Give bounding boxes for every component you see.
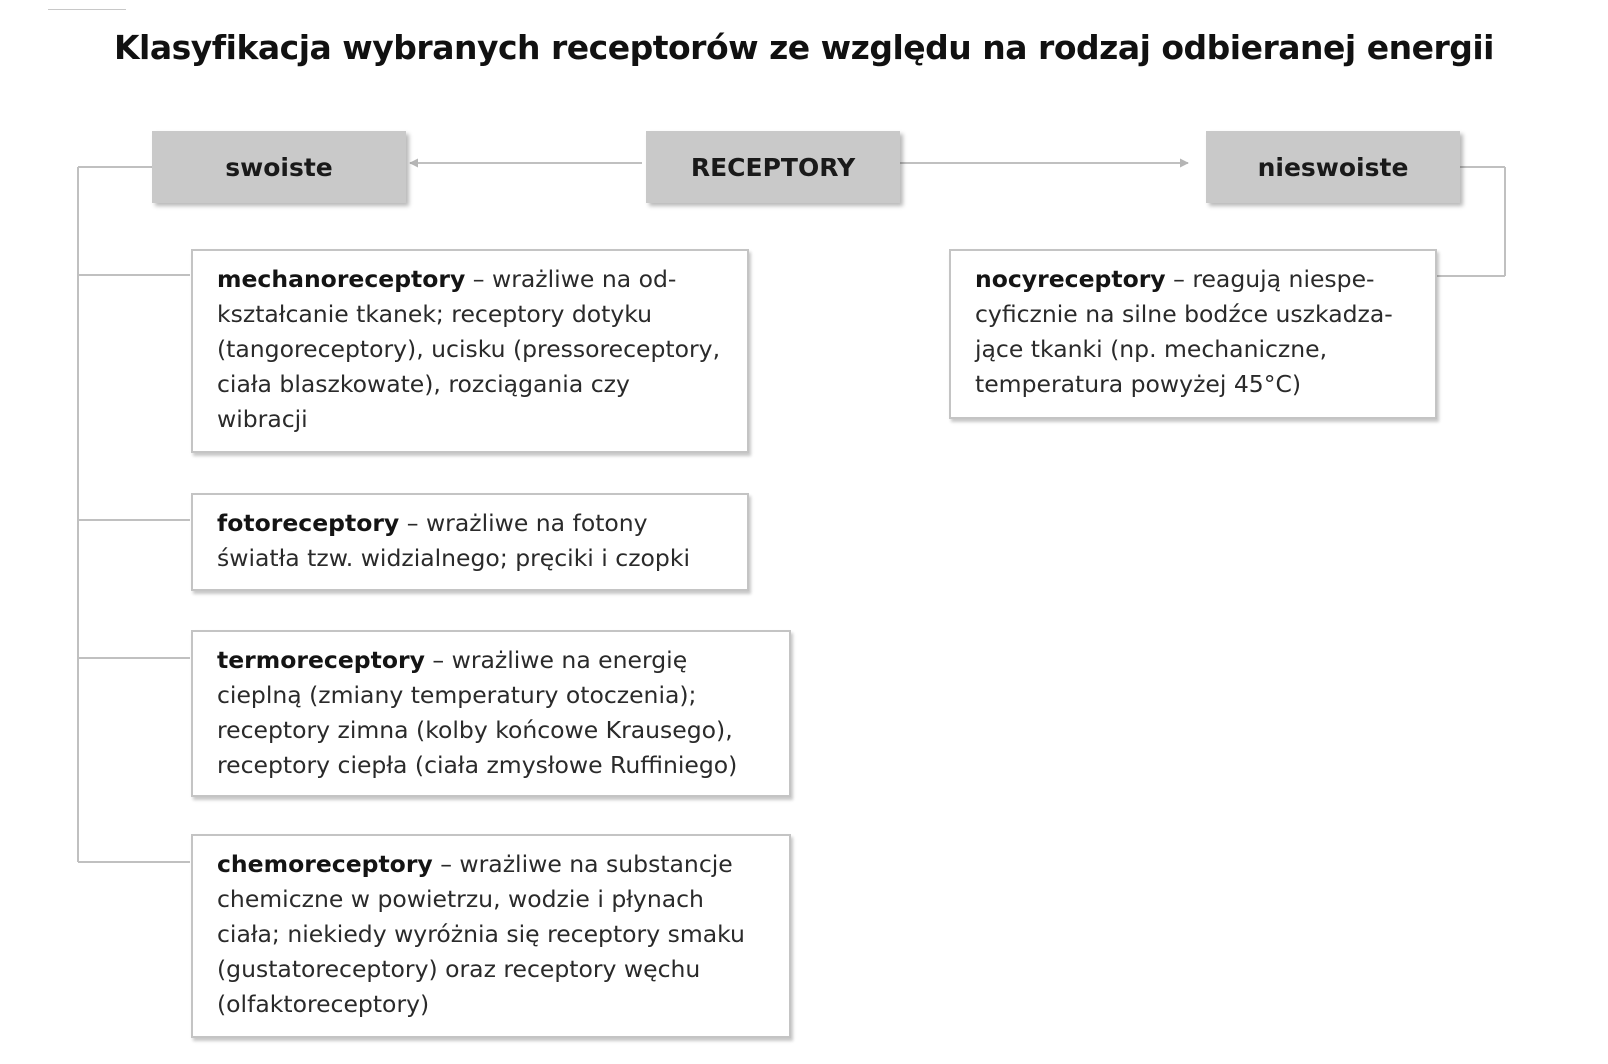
chemoreceptory-line-2: chemiczne w powietrzu, wodzie i płynach	[217, 885, 704, 913]
mechanoreceptory-line-3: (tangoreceptory), ucisku (pressoreceptory,	[217, 335, 721, 363]
mechanoreceptory-term: mechanoreceptory	[217, 265, 466, 293]
chemoreceptory-line-1: – wrażliwe na substancje	[432, 850, 733, 878]
category-swoiste	[152, 131, 406, 203]
chemoreceptory-line-3: ciała; niekiedy wyróżnia się receptory smaku	[217, 920, 745, 948]
mechanoreceptory-line-2: kształcanie tkanek; receptory dotyku	[217, 300, 653, 328]
termoreceptory-line-3: receptory zimna (kolby końcowe Krausego),	[217, 716, 733, 744]
mechanoreceptory-line-5: wibracji	[217, 405, 308, 433]
fotoreceptory-term: fotoreceptory	[217, 509, 400, 537]
fotoreceptory-line-1: – wrażliwe na fotony	[399, 509, 648, 537]
swoiste-bracket	[78, 167, 190, 862]
chemoreceptory-box	[191, 834, 791, 1038]
root-receptory	[646, 131, 900, 203]
root-receptory-label: RECEPTORY	[690, 152, 856, 182]
fotoreceptory-box	[191, 493, 749, 591]
nocyreceptory-line-1: – reagują niespe-	[1165, 265, 1375, 293]
category-nieswoiste-label: nieswoiste	[1257, 152, 1409, 182]
mechanoreceptory-box	[191, 249, 749, 453]
nocyreceptory-term: nocyreceptory	[975, 265, 1166, 293]
nocyreceptory-line-2: cyficznie na silne bodźce uszkadza-	[975, 300, 1393, 328]
nocyreceptory-line-3: jące tkanki (np. mechaniczne,	[975, 335, 1328, 363]
fotoreceptory-line-2: światła tzw. widzialnego; pręciki i czopki	[217, 544, 690, 572]
diagram-title: Klasyfikacja wybranych receptorów ze względu na rodzaj odbieranej energii	[113, 28, 1494, 67]
category-nieswoiste	[1206, 131, 1460, 203]
termoreceptory-box	[191, 630, 791, 797]
chemoreceptory-term: chemoreceptory	[217, 850, 433, 878]
category-swoiste-label: swoiste	[225, 152, 333, 182]
nocyreceptory-box	[949, 249, 1437, 419]
mechanoreceptory-line-4: ciała blaszkowate), rozciągania czy	[217, 370, 630, 398]
mechanoreceptory-line-1: – wrażliwe na od-	[465, 265, 677, 293]
termoreceptory-line-2: cieplną (zmiany temperatury otoczenia);	[217, 681, 697, 709]
chemoreceptory-line-5: (olfaktoreceptory)	[217, 990, 430, 1018]
chemoreceptory-line-4: (gustatoreceptory) oraz receptory węchu	[217, 955, 701, 983]
nocyreceptory-line-4: temperatura powyżej 45°C)	[975, 370, 1302, 398]
termoreceptory-line-4: receptory ciepła (ciała zmysłowe Ruffiniego)	[217, 751, 738, 779]
termoreceptory-line-1: – wrażliwe na energię	[424, 646, 688, 674]
termoreceptory-term: termoreceptory	[217, 646, 425, 674]
